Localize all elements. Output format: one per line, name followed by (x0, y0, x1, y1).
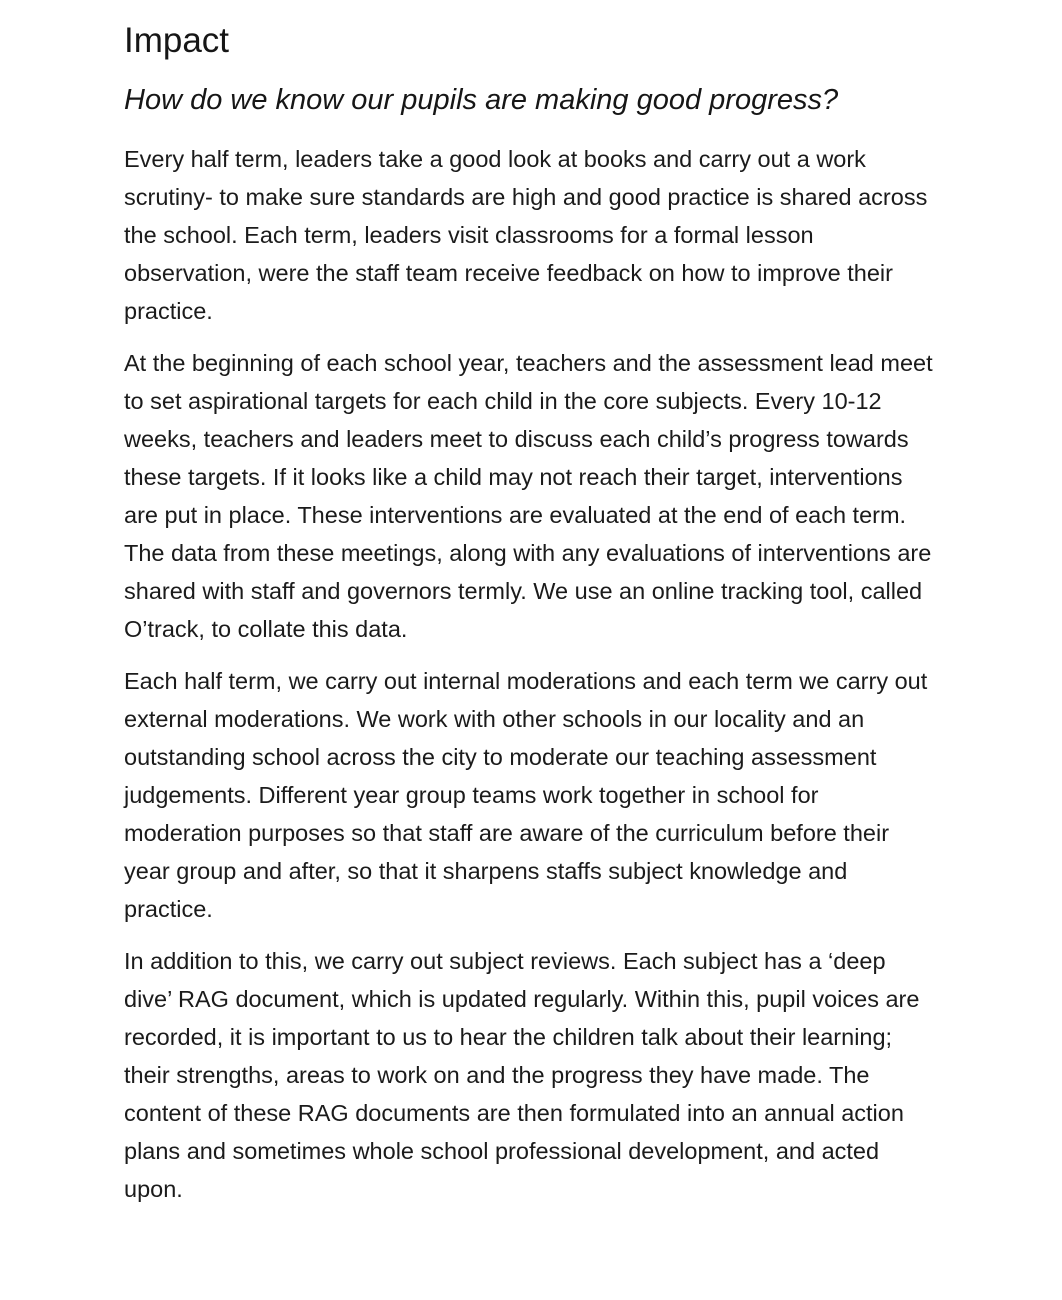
page-title: Impact (124, 21, 230, 60)
paragraph-work-scrutiny: Every half term, leaders take a good look at books and carry out a work scrutiny- to make sure standards are high and good practice is shared across the school. Each term, leaders visit classrooms for a formal lesson observation, were the staff team receive feedback on how to improve their practice. (124, 146, 928, 325)
page-subheading: How do we know our pupils are making good progress? (124, 84, 839, 116)
paragraph-subject-reviews: In addition to this, we carry out subject reviews. Each subject has a ‘deep dive’ RAG document, which is updated regularly. Within this, pupil voices are recorded, it is important to us to hear the children talk about their learning; their strengths, areas to work on and the progress they have made. The content of these RAG documents are then formulated into an annual action plans and sometimes whole school professional development, and acted upon. (124, 948, 920, 1203)
paragraph-moderations: Each half term, we carry out internal moderations and each term we carry out external moderations. We work with other schools in our locality and an outstanding school across the city to moderate our teaching assessment judgements. Different year group teams work together in school for moderation purposes so that staff are aware of the curriculum before their year group and after, so that it sharpens staffs subject knowledge and practice. (124, 668, 928, 923)
paragraph-targets-tracking: At the beginning of each school year, teachers and the assessment lead meet to set aspirational targets for each child in the core subjects. Every 10-12 weeks, teachers and leaders meet to discuss each child’s progress towards these targets. If it looks like a child may not reach their target, interventions are put in place. These interventions are evaluated at the end of each term. The data from these meetings, along with any evaluations of interventions are shared with staff and governors termly. We use an online tracking tool, called O’track, to collate this data. (124, 350, 933, 643)
